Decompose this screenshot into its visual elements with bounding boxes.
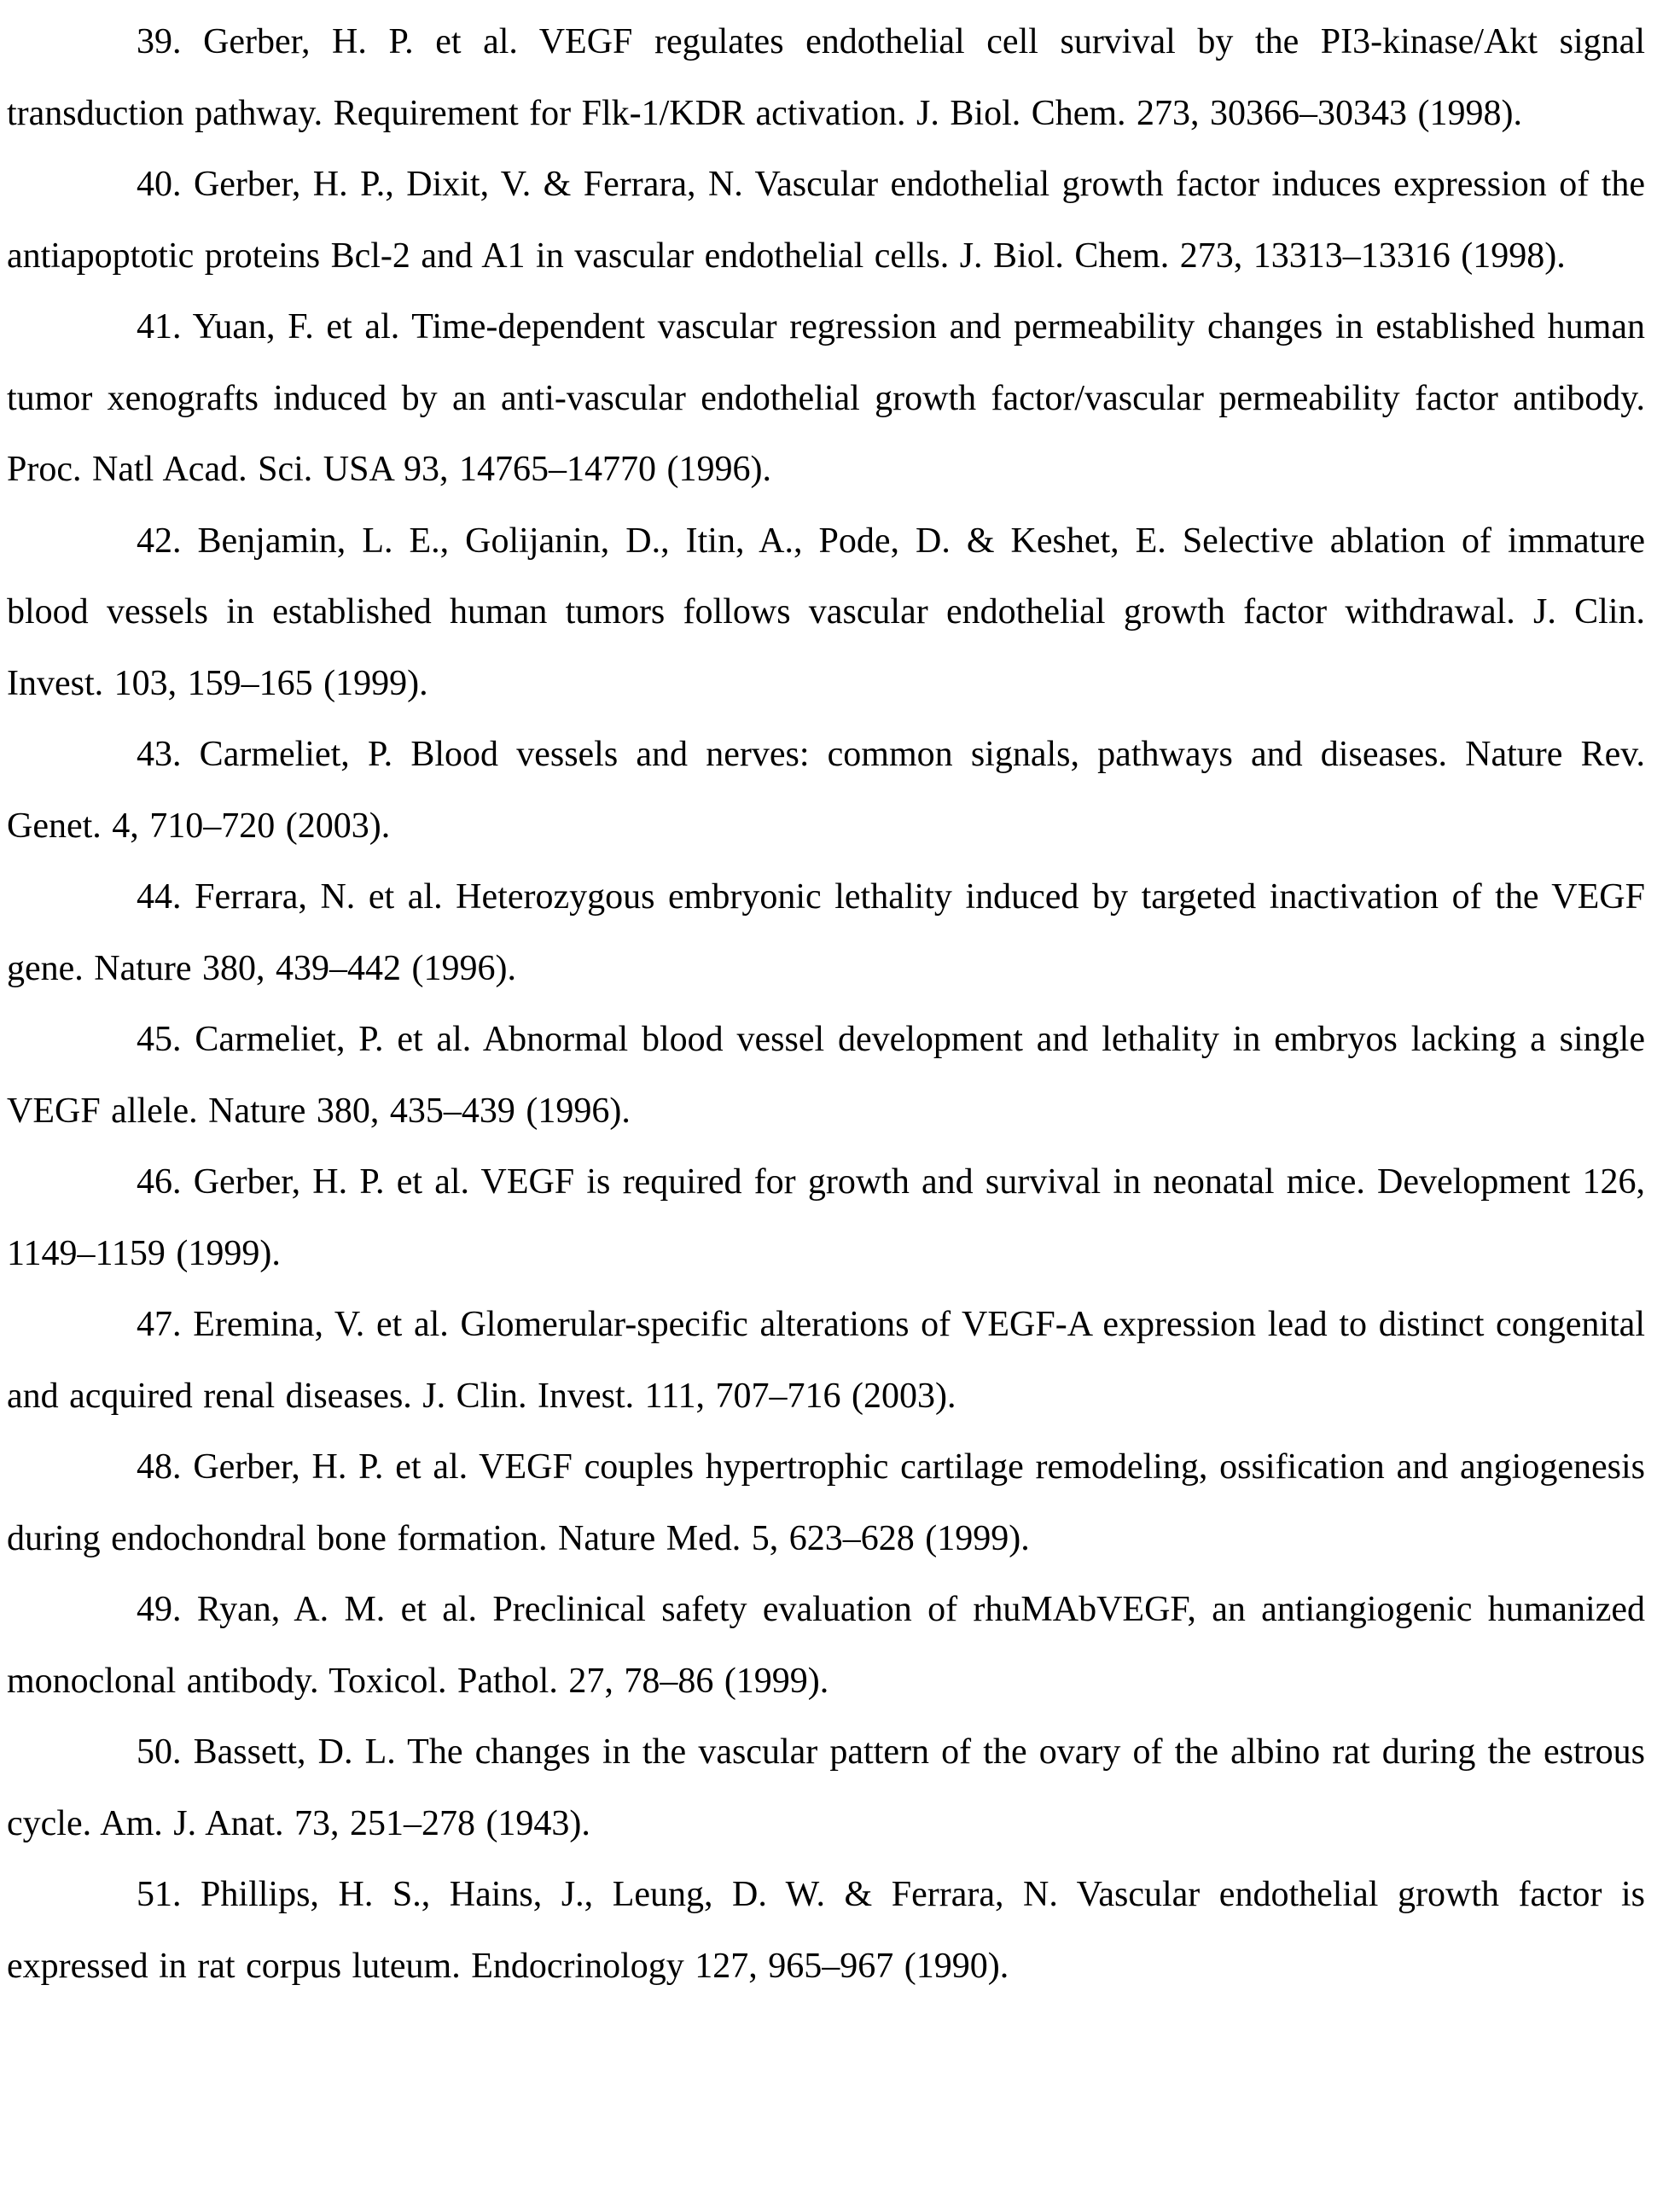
reference-item: 49. Ryan, A. M. et al. Preclinical safety evaluation of rhuMAbVEGF, an antiangiogenic humanized monoclonal antibody. Toxicol. Pathol. 27, 78–86 (1999).: [7, 1590, 1645, 1701]
reference-item: 46. Gerber, H. P. et al. VEGF is required for growth and survival in neonatal mice. Development 126, 1149–1159 (1999).: [7, 1162, 1645, 1273]
reference-item: 43. Carmeliet, P. Blood vessels and nerves: common signals, pathways and diseases. Nature Rev. Genet. 4, 710–720 (2003).: [7, 735, 1645, 846]
reference-item: 40. Gerber, H. P., Dixit, V. & Ferrara, N. Vascular endothelial growth factor induces expression of the antiapoptotic proteins Bcl-2 and A1 in vascular endothelial cells. J. Biol. Chem. 273, 13313–13316 (1998).: [7, 165, 1645, 276]
reference-item: 39. Gerber, H. P. et al. VEGF regulates endothelial cell survival by the PI3-kinase/Akt signal transduction pathway. Requirement for Flk-1/KDR activation. J. Biol. Chem. 273, 30366–30343 (1998).: [7, 22, 1645, 133]
reference-item: 44. Ferrara, N. et al. Heterozygous embryonic lethality induced by targeted inactivation of the VEGF gene. Nature 380, 439–442 (1996).: [7, 877, 1645, 988]
reference-item: 51. Phillips, H. S., Hains, J., Leung, D. W. & Ferrara, N. Vascular endothelial growth factor is expressed in rat corpus luteum. Endocrinology 127, 965–967 (1990).: [7, 1875, 1645, 1986]
reference-item: 48. Gerber, H. P. et al. VEGF couples hypertrophic cartilage remodeling, ossification and angiogenesis during endochondral bone formation. Nature Med. 5, 623–628 (1999).: [7, 1447, 1645, 1558]
reference-item: 41. Yuan, F. et al. Time-dependent vascular regression and permeability changes in established human tumor xenografts induced by an anti-vascular endothelial growth factor/vascular permeability factor antibody. Proc. Natl Acad. Sci. USA 93, 14765–14770 (1996).: [7, 307, 1645, 489]
reference-item: 50. Bassett, D. L. The changes in the vascular pattern of the ovary of the albino rat during the estrous cycle. Am. J. Anat. 73, 251–278 (1943).: [7, 1732, 1645, 1843]
reference-item: 45. Carmeliet, P. et al. Abnormal blood vessel development and lethality in embryos lacking a single VEGF allele. Nature 380, 435–439 (1996).: [7, 1020, 1645, 1131]
reference-item: 47. Eremina, V. et al. Glomerular-specific alterations of VEGF-A expression lead to distinct congenital and acquired renal diseases. J. Clin. Invest. 111, 707–716 (2003).: [7, 1305, 1645, 1416]
reference-item: 42. Benjamin, L. E., Golijanin, D., Itin, A., Pode, D. & Keshet, E. Selective ablation of immature blood vessels in established human tumors follows vascular endothelial growth factor withdrawal. J. Clin. Invest. 103, 159–165 (1999).: [7, 521, 1645, 703]
